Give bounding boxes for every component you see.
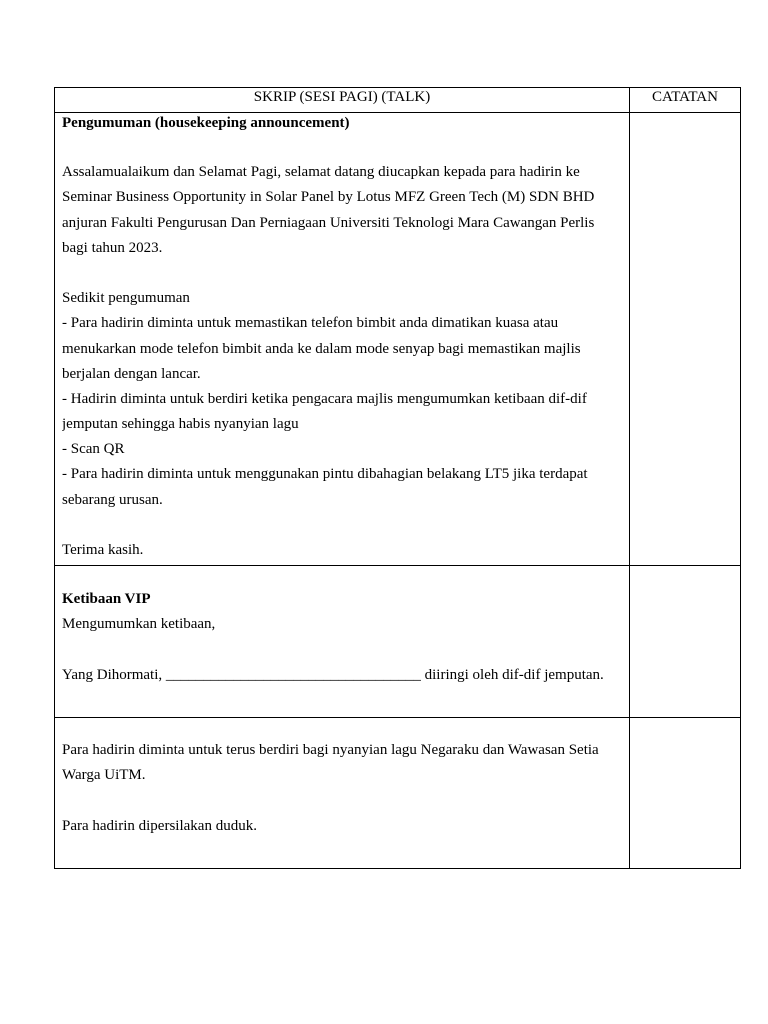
announce-line: jemputan sehingga habis nyanyian lagu bbox=[62, 416, 299, 433]
script-cell-vip bbox=[55, 566, 630, 718]
closing-line: Terima kasih. bbox=[62, 542, 144, 558]
table-row bbox=[55, 718, 741, 869]
greeting-line: Seminar Business Opportunity in Solar Panel by Lotus MFZ Green Tech (M) SDN BHD bbox=[62, 189, 595, 206]
section-heading-vip: Ketibaan VIP bbox=[62, 591, 151, 607]
table-header-row bbox=[55, 88, 741, 113]
announce-line: - Para hadirin diminta untuk menggunakan pintu dibahagian belakang LT5 jika terdapat bbox=[62, 466, 588, 483]
vip-line: Yang Dihormati, __________________________________ diiringi oleh dif-dif jemputan. bbox=[62, 666, 604, 683]
notes-cell bbox=[630, 113, 741, 566]
table-row bbox=[55, 113, 741, 566]
script-cell-announcement bbox=[55, 113, 630, 566]
section-heading-announcement: Pengumuman (housekeeping announcement) bbox=[62, 115, 350, 131]
greeting-line: Assalamualaikum dan Selamat Pagi, selamat datang diucapkan kepada para hadirin ke bbox=[62, 164, 580, 181]
notes-cell bbox=[630, 718, 741, 869]
greeting-line: anjuran Fakulti Pengurusan Dan Perniagaan Universiti Teknologi Mara Cawangan Perlis bbox=[62, 214, 595, 231]
script-cell-anthem bbox=[55, 718, 630, 869]
table-row bbox=[55, 566, 741, 718]
header-notes: CATATAN bbox=[630, 88, 741, 113]
announce-line: - Para hadirin diminta untuk memastikan telefon bimbit anda dimatikan kuasa atau bbox=[62, 315, 559, 332]
announce-title: Sedikit pengumuman bbox=[62, 290, 190, 307]
notes-cell bbox=[630, 566, 741, 718]
anthem-line: Para hadirin dipersilakan duduk. bbox=[62, 817, 257, 834]
announce-line: sebarang urusan. bbox=[62, 491, 163, 508]
script-table bbox=[54, 87, 741, 869]
greeting-line: bagi tahun 2023. bbox=[62, 239, 163, 256]
vip-line: Mengumumkan ketibaan, bbox=[62, 616, 216, 633]
announce-line: - Hadirin diminta untuk berdiri ketika pengacara majlis mengumumkan ketibaan dif-dif bbox=[62, 390, 587, 407]
announce-line: berjalan dengan lancar. bbox=[62, 365, 201, 382]
anthem-line: Warga UiTM. bbox=[62, 767, 146, 784]
header-script: SKRIP (SESI PAGI) (TALK) bbox=[55, 88, 630, 113]
announce-line: menukarkan mode telefon bimbit anda ke dalam mode senyap bagi memastikan majlis bbox=[62, 340, 581, 357]
anthem-line: Para hadirin diminta untuk terus berdiri bagi nyanyian lagu Negaraku dan Wawasan Setia bbox=[62, 742, 599, 758]
announce-line: - Scan QR bbox=[62, 441, 125, 458]
